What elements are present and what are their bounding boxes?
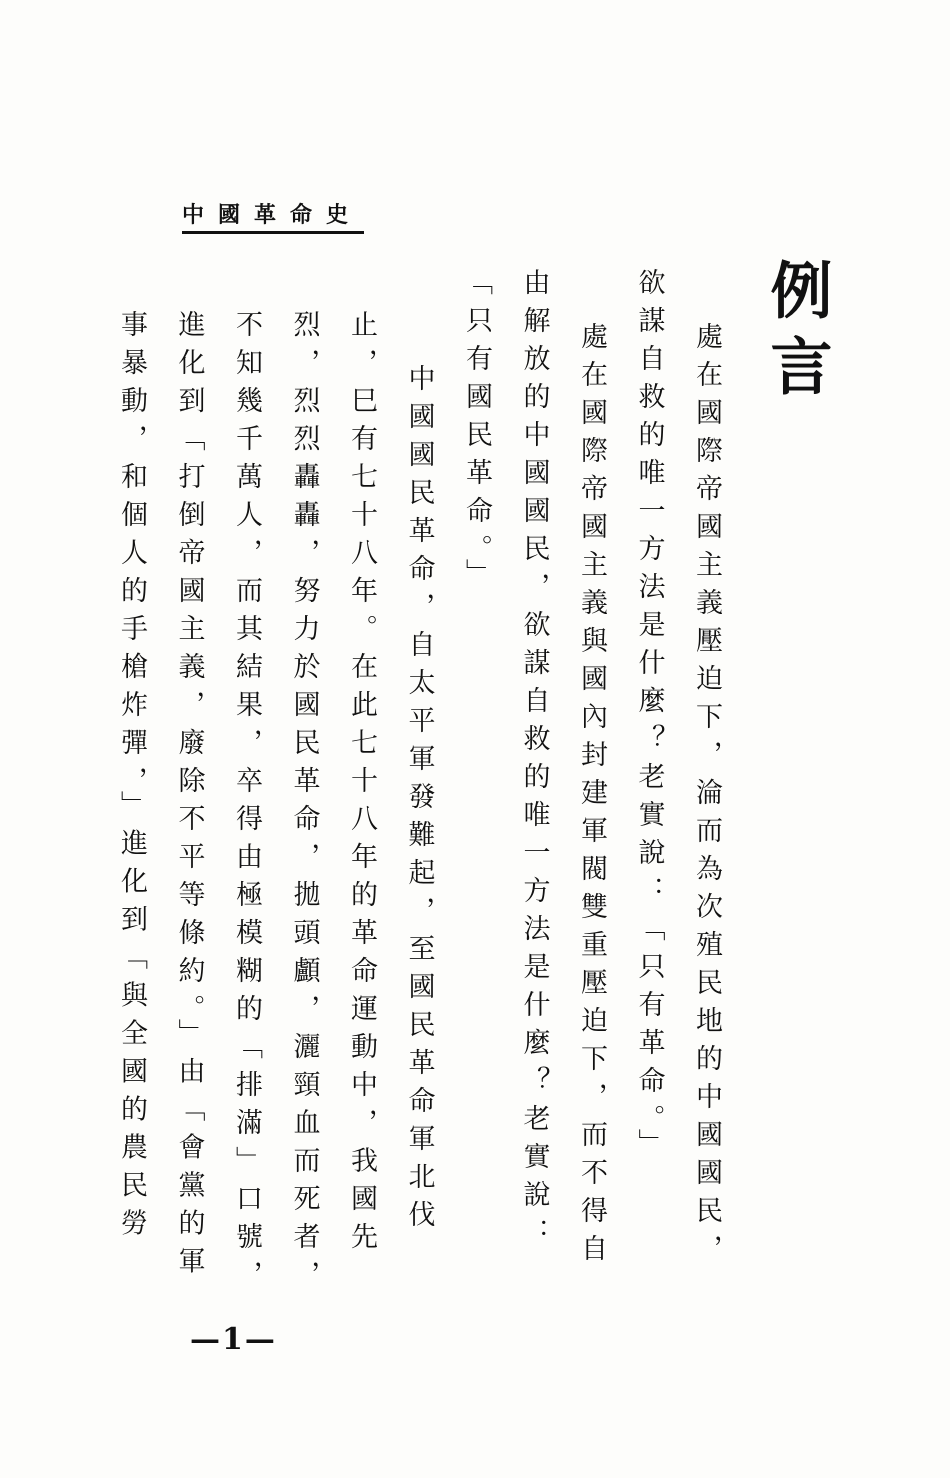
paragraph-2: 處在國際帝國主義與國內封建軍閥雙重壓迫下，而不得自由解放的中國國民，欲謀自救的唯一方法是什麼？老實說：「只有國民革命。」 [461, 268, 607, 1272]
running-head [182, 198, 364, 232]
chapter-title: 例言 [760, 258, 833, 410]
body-text [116, 268, 735, 1308]
running-head-rule [182, 231, 364, 234]
running-head-text: 中國革命史 [182, 202, 363, 228]
page-number: —1— [190, 1322, 277, 1357]
paragraph-1: 處在國際帝國主義壓迫下，淪而為次殖民地的中國國民，欲謀自救的唯一方法是什麼？老實說：「只有革命。」 [633, 268, 722, 1272]
paragraph-3: 中國國民革命，自太平軍發難起，至國民革命軍北伐止，巳有七十八年。在此七十八年的革命運動中，我國先烈，烈烈轟轟，努力於國民革命，拋頭顱，灑頸血而死者，不知幾千萬人，而其結果，卒得由極模糊的「排滿」口號，進化到「打倒帝國主義，廢除不平等條約。」由「會黨的軍事暴動，和個人的手槍炸彈，」進化到「與全國的農民勞 [116, 310, 435, 1298]
